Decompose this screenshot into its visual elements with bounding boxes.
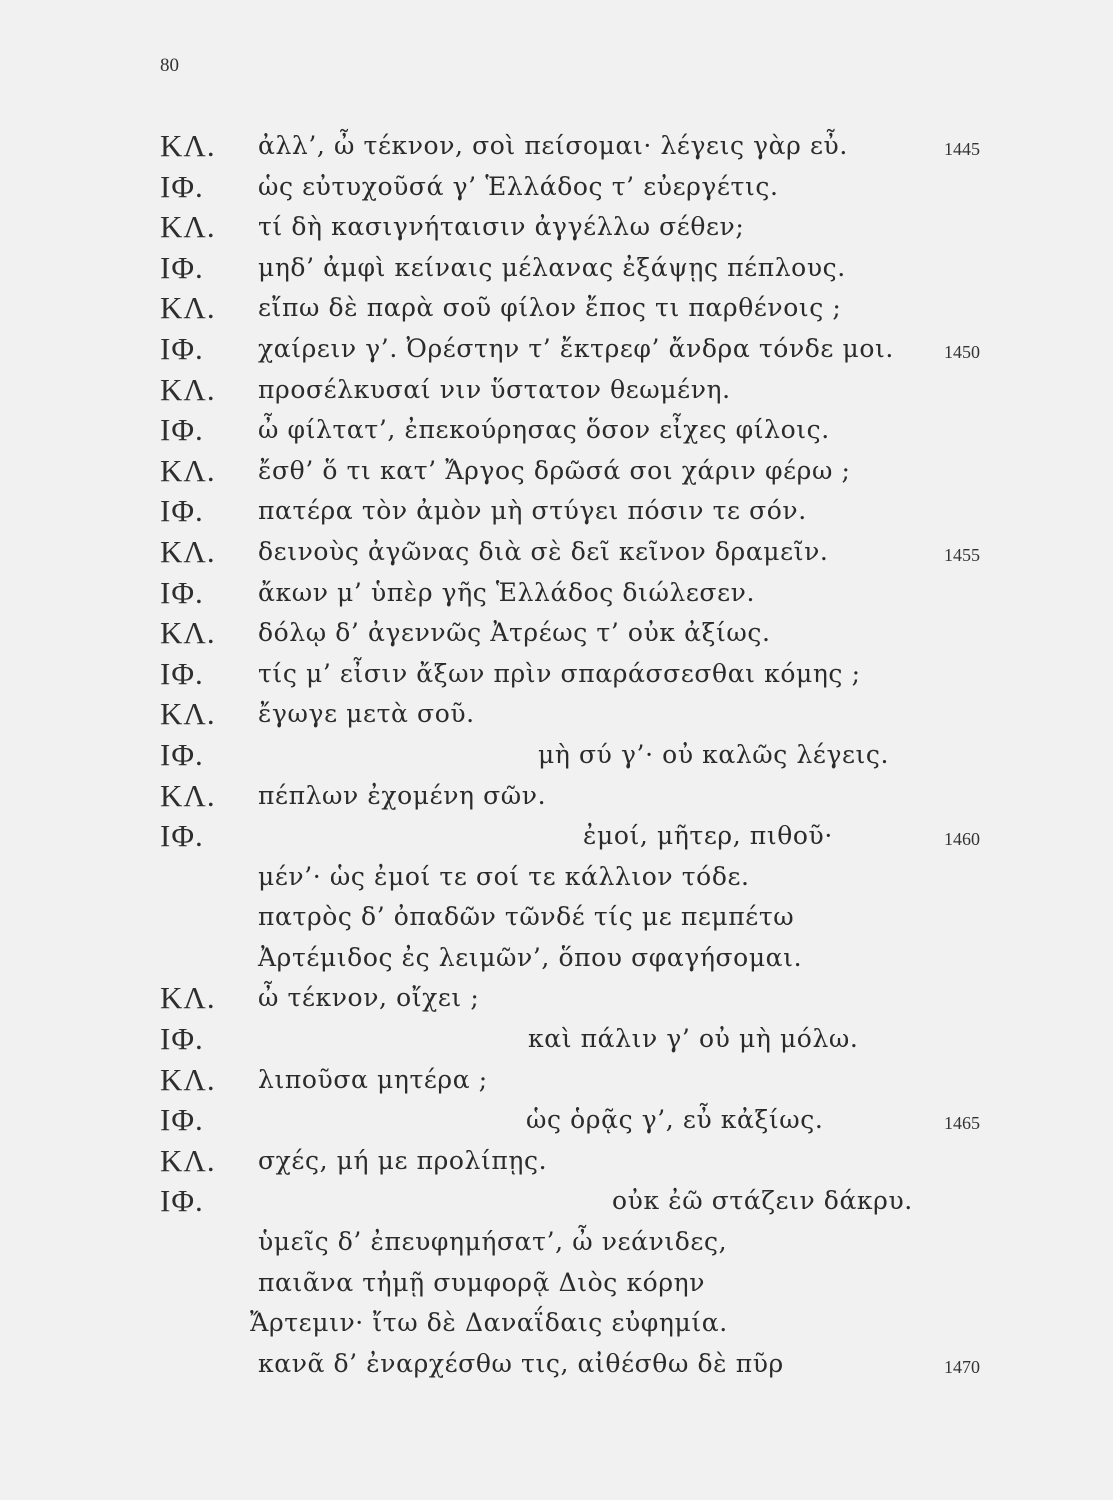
verse-text: ὑμεῖς δ’ ἐπευφημήσατ’, ὦ νεάνιδες, <box>258 1227 728 1257</box>
verse-line <box>0 613 1113 654</box>
speaker-label: ΙΦ. <box>160 493 204 529</box>
verse-line <box>0 1019 1113 1060</box>
speaker-label: ΚΛ. <box>160 128 216 163</box>
verse-text: ἔγωγε μετὰ σοῦ. <box>258 699 475 729</box>
speaker-label: ΚΛ. <box>160 615 216 651</box>
speaker-label: ΚΛ. <box>160 696 216 732</box>
speaker-label: ΙΦ. <box>160 412 204 448</box>
verse-lines <box>0 126 1113 1384</box>
verse-line <box>0 735 1113 776</box>
verse-line <box>0 776 1113 817</box>
speaker-label: ΚΛ. <box>160 777 216 813</box>
speaker-label: ΙΦ. <box>160 249 204 285</box>
verse-text: μέν’· ὡς ἐμοί τε σοί τε κάλλιον τόδε. <box>258 861 750 891</box>
verse-text: λιποῦσα μητέρα ; <box>258 1064 488 1094</box>
verse-line <box>0 897 1113 938</box>
speaker-label: ΚΛ. <box>160 1061 216 1097</box>
speaker-label: ΙΦ. <box>160 818 204 854</box>
line-number: 1465 <box>944 1113 980 1134</box>
verse-text: τίς μ’ εἶσιν ἄξων πρὶν σπαράσσεσθαι κόμης ; <box>258 658 861 688</box>
verse-text: παιᾶνα τἠμῇ συμφορᾷ Διὸς κόρην <box>258 1267 706 1297</box>
verse-text: οὐκ ἐῶ στάζειν δάκρυ. <box>612 1186 913 1216</box>
verse-text: ἄκων μ’ ὑπὲρ γῆς Ἑλλάδος διώλεσεν. <box>258 577 755 607</box>
verse-text: προσέλκυσαί νιν ὕστατον θεωμένη. <box>258 374 731 404</box>
verse-line <box>0 978 1113 1019</box>
verse-text: μηδ’ ἀμφὶ κείναις μέλανας ἐξάψῃς πέπλους. <box>258 252 846 282</box>
verse-line <box>0 288 1113 329</box>
speaker-label: ΙΦ. <box>160 1183 204 1219</box>
verse-text: ὡς εὐτυχοῦσά γ’ Ἑλλάδος τ’ εὐεργέτις. <box>258 171 779 201</box>
page-number: 80 <box>160 55 179 76</box>
verse-line <box>0 938 1113 979</box>
verse-line <box>0 329 1113 370</box>
verse-line <box>0 694 1113 735</box>
verse-text: δεινοὺς ἀγῶνας διὰ σὲ δεῖ κεῖνον δραμεῖν. <box>258 536 829 566</box>
verse-line <box>0 857 1113 898</box>
verse-text: πατρὸς δ’ ὀπαδῶν τῶνδέ τίς με πεμπέτω <box>258 902 795 932</box>
verse-text: μὴ σύ γ’· οὐ καλῶς λέγεις. <box>538 739 890 769</box>
verse-line <box>0 410 1113 451</box>
verse-line <box>0 1222 1113 1263</box>
verse-line <box>0 1141 1113 1182</box>
verse-line <box>0 1303 1113 1344</box>
verse-text: ὡς ὁρᾷς γ’, εὖ κἀξίως. <box>526 1105 824 1135</box>
speaker-label: ΙΦ. <box>160 1021 204 1057</box>
verse-line <box>0 1060 1113 1101</box>
line-number: 1460 <box>944 829 980 850</box>
verse-text: σχές, μή με προλίπῃς. <box>258 1145 548 1175</box>
verse-text: καὶ πάλιν γ’ οὐ μὴ μόλω. <box>528 1024 859 1054</box>
verse-line <box>0 532 1113 573</box>
speaker-label: ΙΦ. <box>160 330 204 366</box>
speaker-label: ΚΛ. <box>160 452 216 488</box>
verse-text: ὦ τέκνον, οἴχει ; <box>258 983 480 1013</box>
verse-text: δόλῳ δ’ ἀγεννῶς Ἀτρέως τ’ οὐκ ἀξίως. <box>258 618 771 648</box>
speaker-label: ΙΦ. <box>160 736 204 772</box>
verse-text: χαίρειν γ’. Ὀρέστην τ’ ἔκτρεφ’ ἄνδρα τόνδε μοι. <box>258 333 894 363</box>
verse-line <box>0 167 1113 208</box>
verse-line <box>0 816 1113 857</box>
speaker-label: ΚΛ. <box>160 371 216 407</box>
verse-text: κανᾶ δ’ ἐναρχέσθω τις, αἰθέσθω δὲ πῦρ <box>258 1348 784 1378</box>
verse-line <box>0 207 1113 248</box>
verse-line <box>0 573 1113 614</box>
verse-line <box>0 248 1113 289</box>
speaker-label: ΚΛ. <box>160 980 216 1016</box>
verse-line <box>0 654 1113 695</box>
verse-line <box>0 126 1113 167</box>
verse-text: τί δὴ κασιγνήταισιν ἀγγέλλω σέθεν; <box>258 212 745 242</box>
line-number: 1445 <box>944 139 980 159</box>
speaker-label: ΙΦ. <box>160 655 204 691</box>
verse-line <box>0 370 1113 411</box>
line-number: 1470 <box>944 1356 980 1377</box>
speaker-label: ΙΦ. <box>160 1102 204 1138</box>
verse-line <box>0 451 1113 492</box>
verse-text: ἐμοί, μῆτερ, πιθοῦ· <box>583 821 833 851</box>
speaker-label: ΚΛ. <box>160 533 216 569</box>
verse-text: Ἀρτέμιδος ἐς λειμῶν’, ὅπου σφαγήσομαι. <box>258 942 803 972</box>
speaker-label: ΙΦ. <box>160 168 204 204</box>
speaker-label: ΚΛ. <box>160 1142 216 1178</box>
verse-text: ὦ φίλτατ’, ἐπεκούρησας ὅσον εἶχες φίλοις. <box>258 415 830 445</box>
verse-text: ἔσθ’ ὅ τι κατ’ Ἄργος δρῶσά σοι χάριν φέρω ; <box>258 455 851 485</box>
speaker-label: ΙΦ. <box>160 574 204 610</box>
verse-text: πέπλων ἐχομένη σῶν. <box>258 780 547 810</box>
verse-text: εἴπω δὲ παρὰ σοῦ φίλον ἔπος τι παρθένοις ; <box>258 293 842 323</box>
verse-line <box>0 1263 1113 1304</box>
verse-text: πατέρα τὸν ἀμὸν μὴ στύγει πόσιν τε σόν. <box>258 496 807 526</box>
line-number: 1450 <box>944 341 980 362</box>
verse-line <box>0 491 1113 532</box>
verse-line <box>0 1344 1113 1385</box>
speaker-label: ΚΛ. <box>160 209 216 245</box>
verse-text: Ἄρτεμιν· ἴτω δὲ Δαναΐδαις εὐφημία. <box>250 1308 728 1338</box>
verse-line <box>0 1100 1113 1141</box>
verse-line <box>0 1181 1113 1222</box>
verse-text: ἀλλ’, ὦ τέκνον, σοὶ πείσομαι· λέγεις γὰρ εὖ. <box>258 131 848 160</box>
line-number: 1455 <box>944 544 980 565</box>
speaker-label: ΚΛ. <box>160 290 216 326</box>
